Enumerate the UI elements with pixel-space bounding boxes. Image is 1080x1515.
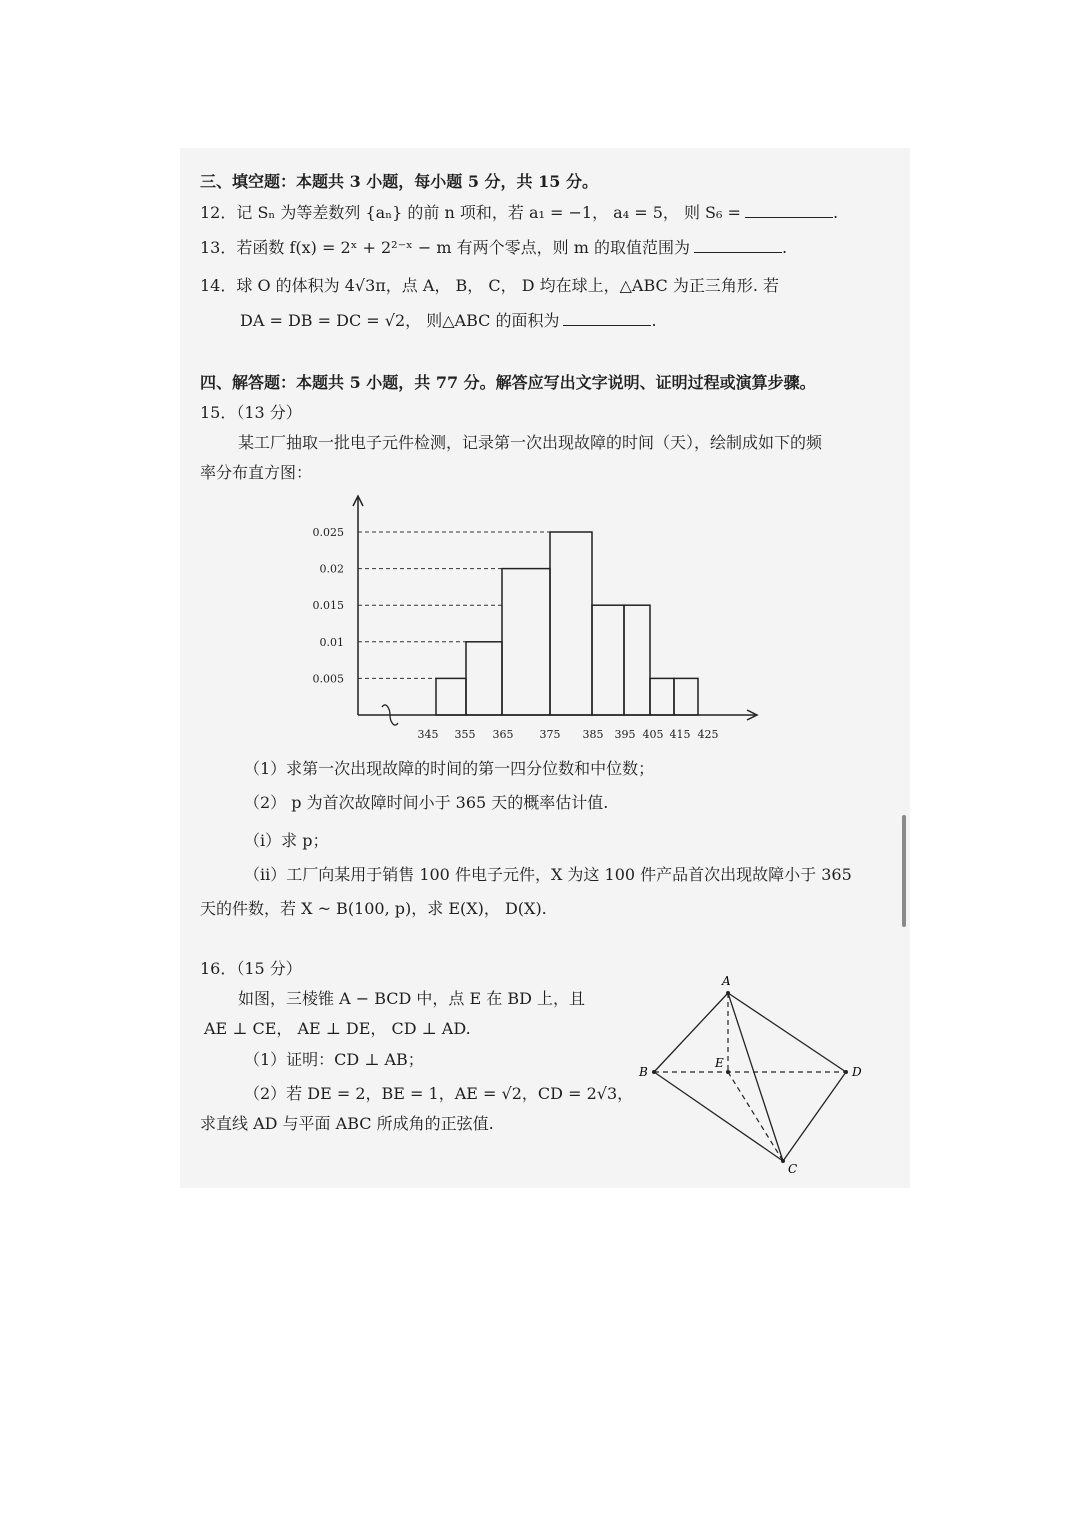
- question-12: [200, 203, 838, 223]
- question-12-end: .: [832, 203, 839, 222]
- question-14-line1: 14．球 O 的体积为 4√3π，点 A， B， C， D 均在球上，△ABC 为正三角形. 若: [200, 276, 780, 295]
- x-tick-label: 365: [492, 728, 514, 741]
- x-tick-label: 345: [417, 728, 439, 741]
- vertex-C: [781, 1159, 785, 1163]
- question-16-number: 16．（15 分）: [200, 959, 302, 978]
- answer-blank-13[interactable]: [694, 238, 782, 253]
- histogram-bar: [436, 678, 466, 715]
- histogram-bar: [592, 605, 624, 715]
- histogram-bar: [502, 569, 550, 715]
- x-tick-label: 355: [454, 728, 476, 741]
- frequency-histogram: [300, 490, 770, 750]
- question-16-line1: 如图，三棱锥 A − BCD 中，点 E 在 BD 上，且: [238, 989, 586, 1008]
- question-13-text: 13．若函数 f(x) = 2ˣ + 2²⁻ˣ − m 有两个零点，则 m 的取值范围为: [200, 238, 690, 257]
- histogram-bar: [466, 642, 502, 715]
- edge-EC-hidden: [728, 1072, 783, 1161]
- question-16-part1: （1）证明：CD ⊥ AB；: [244, 1050, 424, 1069]
- question-15-part2-i: （i）求 p；: [244, 831, 329, 850]
- x-tick-label: 415: [669, 728, 691, 741]
- question-16-part2: （2）若 DE = 2，BE = 1，AE = √2，CD = 2√3，: [244, 1084, 634, 1103]
- question-13: [200, 238, 787, 258]
- question-16-line2: AE ⊥ CE， AE ⊥ DE， CD ⊥ AD.: [204, 1019, 471, 1038]
- histogram-bar: [624, 605, 650, 715]
- question-15-part2-ii-line2: 天的件数，若 X ~ B(100, p)，求 E(X)， D(X).: [200, 899, 547, 918]
- edge-BC: [654, 1072, 783, 1161]
- label-E: E: [715, 1056, 724, 1070]
- tetrahedron-figure: [630, 965, 870, 1180]
- section3-heading: 三、填空题：本题共 3 小题，每小题 5 分，共 15 分。: [200, 172, 598, 191]
- question-15-part1: （1）求第一次出现故障的时间的第一四分位数和中位数；: [244, 759, 655, 778]
- y-tick-label: 0.025: [312, 526, 344, 539]
- answer-blank-14[interactable]: [563, 311, 651, 326]
- edge-AC: [728, 993, 783, 1161]
- section4-heading: 四、解答题：本题共 5 小题，共 77 分。解答应写出文字说明、证明过程或演算步骤。: [200, 373, 816, 392]
- vertex-A: [726, 991, 730, 995]
- scrollbar-thumb[interactable]: [902, 815, 906, 927]
- x-tick-label: 405: [642, 728, 664, 741]
- y-tick-label: 0.01: [319, 635, 344, 649]
- label-D: D: [852, 1065, 862, 1079]
- question-14-line2: [240, 311, 657, 331]
- y-tick-label: 0.02: [319, 562, 344, 576]
- question-12-text: 12．记 Sₙ 为等差数列 {aₙ} 的前 n 项和，若 a₁ = −1， a₄ = 5， 则 S₆ =: [200, 203, 741, 222]
- edge-AD: [728, 993, 846, 1072]
- histogram-bar: [650, 678, 674, 715]
- question-15-intro-line1: 某工厂抽取一批电子元件检测，记录第一次出现故障的时间（天），绘制成如下的频: [238, 433, 823, 452]
- question-15-number: 15．（13 分）: [200, 403, 302, 422]
- label-C: C: [788, 1162, 798, 1176]
- question-14-text: DA = DB = DC = √2， 则△ABC 的面积为: [240, 311, 560, 330]
- x-tick-label: 425: [697, 728, 719, 741]
- vertex-D: [844, 1070, 848, 1074]
- histogram-bar: [674, 678, 698, 715]
- vertex-B: [652, 1070, 656, 1074]
- x-tick-label: 385: [582, 728, 604, 741]
- histogram-bar: [550, 532, 592, 715]
- question-13-end: .: [782, 238, 788, 257]
- question-15-part2: （2） p 为首次故障时间小于 365 天的概率估计值.: [244, 793, 609, 812]
- vertex-E: [726, 1070, 730, 1074]
- label-A: A: [722, 974, 731, 988]
- question-15-intro-line2: 率分布直方图：: [200, 463, 313, 482]
- question-14-end: .: [651, 311, 657, 330]
- label-B: B: [639, 1065, 648, 1079]
- question-16-part2-line2: 求直线 AD 与平面 ABC 所成角的正弦值.: [200, 1114, 494, 1133]
- y-tick-label: 0.015: [312, 599, 344, 613]
- question-15-part2-ii-line1: （ii）工厂向某用于销售 100 件电子元件，X 为这 100 件产品首次出现故障小于 365: [244, 865, 852, 884]
- x-tick-label: 395: [614, 728, 636, 741]
- y-tick-label: 0.005: [312, 672, 344, 686]
- answer-blank-12[interactable]: [745, 203, 833, 218]
- x-tick-label: 375: [539, 728, 561, 741]
- edge-DC: [783, 1072, 846, 1161]
